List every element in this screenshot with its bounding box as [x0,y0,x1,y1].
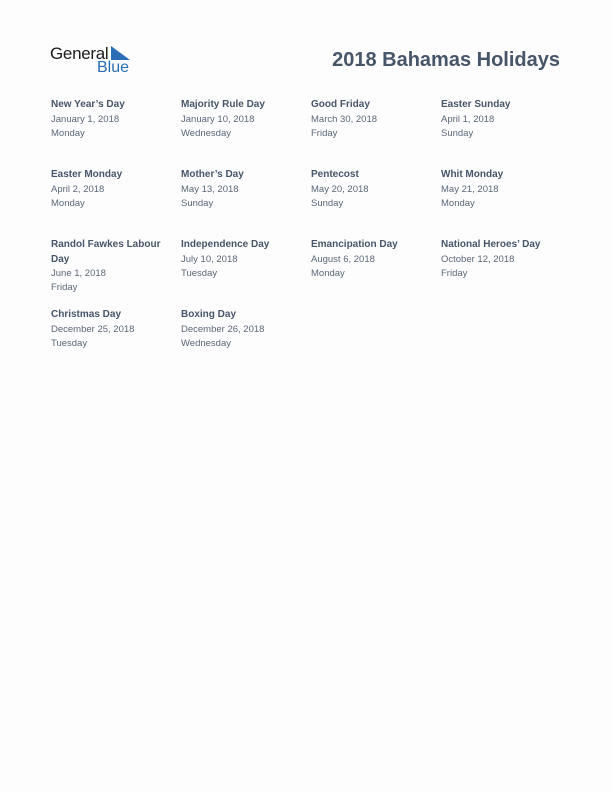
holiday-entry [51,168,181,238]
holiday-entry [311,238,441,308]
holiday-date: May 13, 2018 [181,183,239,195]
holiday-entry [181,168,311,238]
holiday-date: June 1, 2018 [51,268,106,279]
holiday-name: Christmas Day [51,309,122,320]
holiday-weekday: Sunday [441,127,474,139]
holiday-weekday: Sunday [181,197,214,209]
holiday-name: Pentecost [311,169,359,180]
holiday-date: December 26, 2018 [181,323,265,335]
holiday-date: July 10, 2018 [181,253,238,265]
holiday-name: Majority Rule Day [181,99,265,110]
holiday-entry [311,168,441,238]
holiday-entry [311,98,441,168]
holiday-name: New Year’s Day [51,99,125,110]
holiday-date: January 10, 2018 [181,113,255,125]
holiday-weekday: Monday [311,267,345,279]
holiday-weekday: Monday [51,197,85,209]
holiday-weekday: Friday [311,127,338,139]
holiday-date: May 20, 2018 [311,183,369,195]
holiday-weekday: Monday [441,197,475,209]
holiday-weekday: Monday [51,127,85,139]
holiday-name: Boxing Day [181,309,237,320]
logo-text-general: General [50,44,109,63]
holiday-weekday: Tuesday [181,267,218,279]
holiday-date: April 2, 2018 [51,183,105,195]
holiday-date: August 6, 2018 [311,253,375,265]
holiday-entry [441,168,571,238]
holiday-name: Independence Day [181,239,270,250]
holiday-weekday: Wednesday [181,337,231,349]
holiday-name: Good Friday [311,99,370,110]
holiday-entry [51,238,181,308]
holiday-date: December 25, 2018 [51,323,135,335]
holiday-weekday: Tuesday [51,337,88,349]
holiday-weekday: Sunday [311,197,344,209]
holiday-name: Easter Monday [51,169,123,180]
holiday-entry [51,98,181,168]
holiday-date: April 1, 2018 [441,113,495,125]
holiday-entry [441,98,571,168]
logo-text-blue: Blue [97,59,130,76]
holiday-date: March 30, 2018 [311,113,378,125]
holiday-date: May 21, 2018 [441,183,499,195]
holiday-name: National Heroes’ Day [441,239,541,250]
holiday-weekday: Friday [51,282,78,293]
holiday-name: Whit Monday [441,169,504,180]
holiday-entry [441,238,571,308]
holiday-entry [181,238,311,308]
holiday-name: Easter Sunday [441,99,511,110]
holiday-grid [51,98,571,378]
page-title: 2018 Bahamas Holidays [332,49,560,71]
logo-triangle-icon [111,46,130,60]
generalblue-logo [50,44,140,78]
holiday-weekday: Friday [441,267,468,279]
holiday-entry [51,308,181,378]
holiday-name: Randol Fawkes Labour Day [51,239,161,265]
holiday-name: Mother’s Day [181,169,244,180]
holiday-date: October 12, 2018 [441,253,515,265]
holiday-entry [181,308,311,378]
holiday-name: Emancipation Day [311,239,398,250]
holiday-weekday: Wednesday [181,127,231,139]
holiday-date: January 1, 2018 [51,113,120,125]
holiday-entry [181,98,311,168]
